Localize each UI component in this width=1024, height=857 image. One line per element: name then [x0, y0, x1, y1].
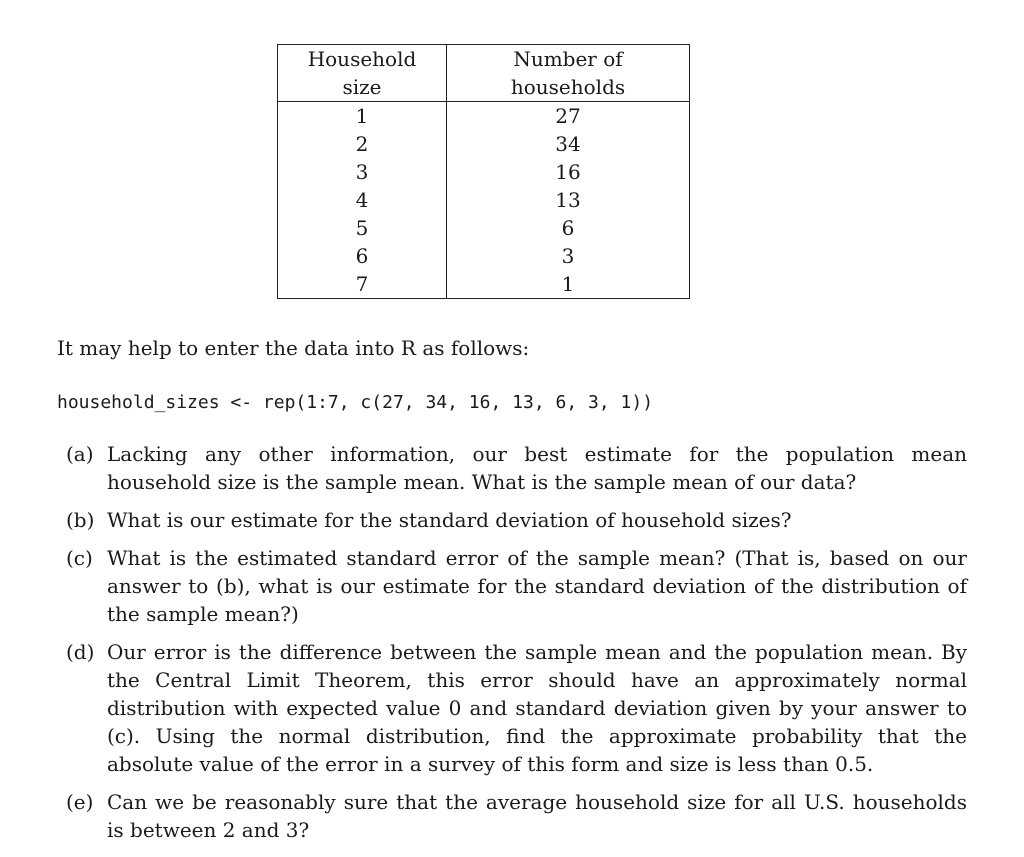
r-code-snippet: household_sizes <- rep(1:7, c(27, 34, 16, 13, 6, 3, 1))	[57, 392, 654, 413]
table-row	[278, 130, 690, 158]
household-count-cell: 3	[447, 242, 690, 270]
household-size-cell: 5	[278, 214, 447, 242]
household-size-cell: 4	[278, 186, 447, 214]
table-row	[278, 242, 690, 270]
question-item	[57, 544, 967, 628]
question-item	[57, 788, 967, 844]
household-table-container	[277, 44, 690, 299]
question-label: (d)	[66, 640, 95, 664]
household-size-cell: 7	[278, 270, 447, 299]
question-text: Lacking any other information, our best estimate for the population mean household size is the sample mean. What is the sample mean of our data?	[107, 442, 967, 494]
question-text: What is the estimated standard error of the sample mean? (That is, based on our answer to (b), what is our estimate for the standard deviation of the distribution of the sample mean?)	[107, 546, 967, 626]
household-size-cell: 6	[278, 242, 447, 270]
household-count-cell: 34	[447, 130, 690, 158]
table-header-row	[278, 45, 690, 102]
question-item	[57, 638, 967, 778]
question-label: (e)	[66, 790, 94, 814]
header-number-of-households: Number of households	[447, 45, 690, 102]
household-table	[277, 44, 690, 299]
household-count-cell: 6	[447, 214, 690, 242]
household-size-cell: 2	[278, 130, 447, 158]
table-row	[278, 158, 690, 186]
question-item	[57, 506, 967, 534]
question-text: Our error is the difference between the sample mean and the population mean. By the Central Limit Theorem, this error should have an approximately normal distribution with expected value 0 and standard deviation given by your answer to (c). Using the normal distribution, find the approximate probability that the absolute value of the error in a survey of this form and size is less than 0.5.	[107, 640, 967, 776]
question-text: What is our estimate for the standard deviation of household sizes?	[107, 508, 792, 532]
table-row	[278, 186, 690, 214]
intro-text: It may help to enter the data into R as follows:	[57, 336, 530, 360]
header-household-size: Household size	[278, 45, 447, 102]
table-row	[278, 270, 690, 299]
question-item	[57, 440, 967, 496]
household-count-cell: 1	[447, 270, 690, 299]
table-row	[278, 214, 690, 242]
question-label: (b)	[66, 508, 95, 532]
household-count-cell: 27	[447, 102, 690, 131]
question-text: Can we be reasonably sure that the average household size for all U.S. households is between 2 and 3?	[107, 790, 967, 842]
household-size-cell: 1	[278, 102, 447, 131]
question-label: (a)	[66, 442, 94, 466]
question-label: (c)	[66, 546, 93, 570]
table-row	[278, 102, 690, 131]
household-count-cell: 16	[447, 158, 690, 186]
household-size-cell: 3	[278, 158, 447, 186]
household-count-cell: 13	[447, 186, 690, 214]
question-list	[57, 440, 967, 844]
